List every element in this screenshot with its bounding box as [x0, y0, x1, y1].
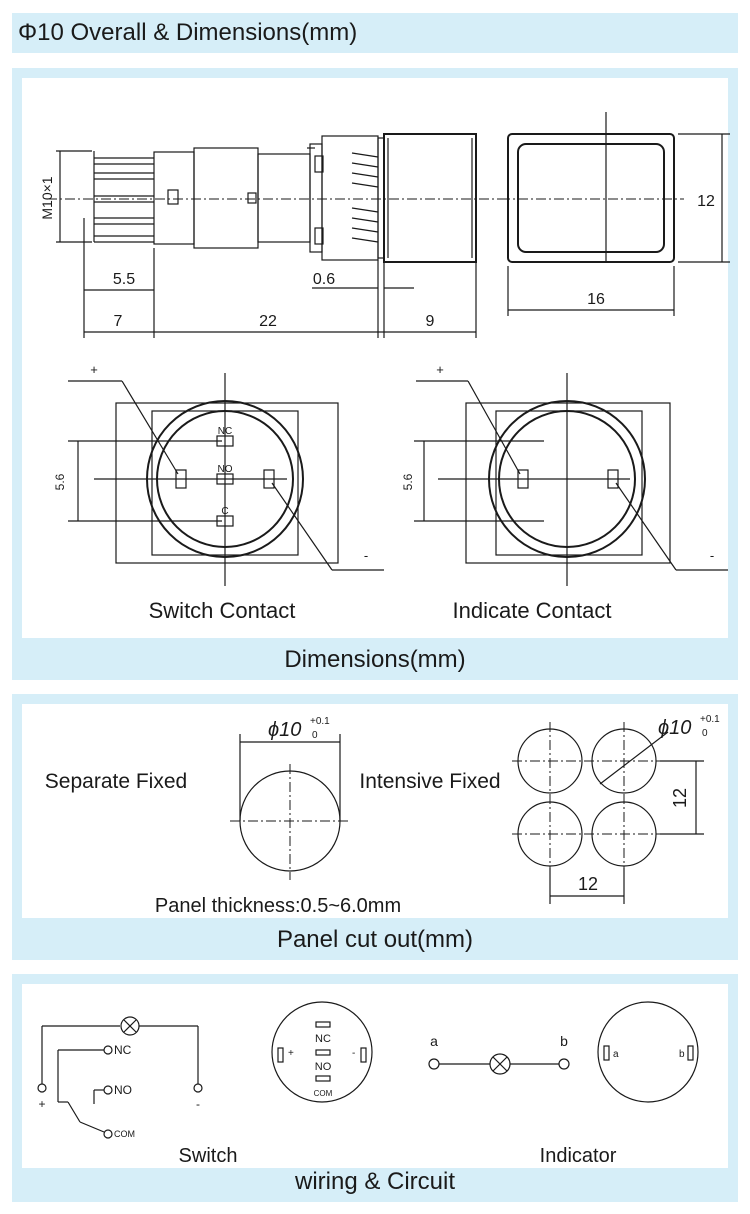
dim-9: 9	[425, 313, 435, 330]
dim-7: 7	[113, 313, 123, 330]
indicator-pin-layout	[598, 1002, 698, 1102]
wiring-drawing	[22, 984, 728, 1168]
ind-pin-b: b	[679, 1049, 685, 1060]
indicate-contact-title: Indicate Contact	[452, 598, 612, 623]
ind-plus: +	[436, 362, 444, 377]
switch-com: COM	[114, 1129, 135, 1139]
dimensions-caption: Dimensions(mm)	[284, 646, 466, 673]
front-view	[500, 112, 730, 316]
switch-minus: -	[196, 1097, 200, 1111]
single-phi-label: ϕ10	[268, 719, 302, 741]
dim-16: 16	[587, 291, 605, 308]
switch-no: NO	[114, 1083, 132, 1097]
ind-minus: -	[709, 548, 715, 563]
pitch-h-label: 12	[577, 874, 599, 894]
single-tol-upper: +0.1	[310, 716, 330, 727]
ind-pin-a: a	[613, 1049, 619, 1060]
switch-nc: NC	[114, 1043, 132, 1057]
panel-cutout-drawing	[22, 704, 728, 918]
separate-fixed-label: Separate Fixed	[44, 770, 188, 793]
multi-tol-lower: 0	[702, 728, 708, 739]
panel-cutout-drawing-area	[22, 704, 728, 918]
sw-minus: -	[363, 548, 369, 563]
multi-phi-label: ϕ10	[658, 717, 692, 739]
sw-pitch: 5.6	[53, 473, 67, 491]
panel-cutout-panel	[12, 694, 738, 960]
indicate-contact-drawing	[401, 362, 728, 623]
pin-com: COM	[313, 1089, 333, 1098]
side-view	[39, 134, 500, 338]
sw-plus: +	[90, 362, 98, 377]
switch-contact-title: Switch Contact	[148, 598, 296, 623]
pin-nc: NC	[315, 1033, 331, 1045]
single-tol-lower: 0	[312, 730, 318, 741]
switch-pin-layout	[272, 1002, 372, 1102]
wiring-caption: wiring & Circuit	[294, 1168, 456, 1195]
thread-label: M10×1	[39, 176, 55, 220]
dim-12: 12	[697, 193, 715, 210]
page-header	[12, 13, 738, 53]
ind-a-label: a	[430, 1033, 438, 1049]
switch-schematic	[38, 1017, 237, 1167]
pin-minus: -	[352, 1048, 356, 1059]
intensive-fixed-label: Intensive Fixed	[359, 770, 501, 793]
pitch-v-label: 12	[670, 787, 690, 809]
sw-c: C	[221, 506, 229, 517]
indicator-schematic	[429, 1033, 617, 1167]
switch-contact-drawing	[53, 362, 384, 623]
ind-pitch: 5.6	[401, 473, 415, 491]
dimensions-drawing	[22, 78, 728, 638]
ind-b-label: b	[560, 1033, 568, 1049]
sw-no: NO	[217, 464, 233, 475]
switch-plus: +	[38, 1097, 46, 1111]
page-title: Φ10 Overall & Dimensions(mm)	[18, 19, 358, 46]
pin-plus: +	[288, 1048, 294, 1059]
multi-tol-upper: +0.1	[700, 714, 720, 725]
dim-22: 22	[259, 313, 277, 330]
dimensions-drawing-area	[22, 78, 728, 638]
pin-no: NO	[314, 1061, 332, 1073]
dimensions-panel	[12, 68, 738, 680]
wiring-panel	[12, 974, 738, 1202]
switch-label: Switch	[178, 1145, 238, 1167]
wiring-drawing-area	[22, 984, 728, 1168]
panel-cutout-caption: Panel cut out(mm)	[276, 926, 474, 953]
sw-nc: NC	[217, 426, 233, 437]
dim-5-5: 5.5	[112, 271, 136, 288]
indicator-label: Indicator	[539, 1145, 617, 1167]
thickness-label: Panel thickness:0.5~6.0mm	[154, 895, 402, 917]
dim-0-6: 0.6	[312, 271, 336, 288]
